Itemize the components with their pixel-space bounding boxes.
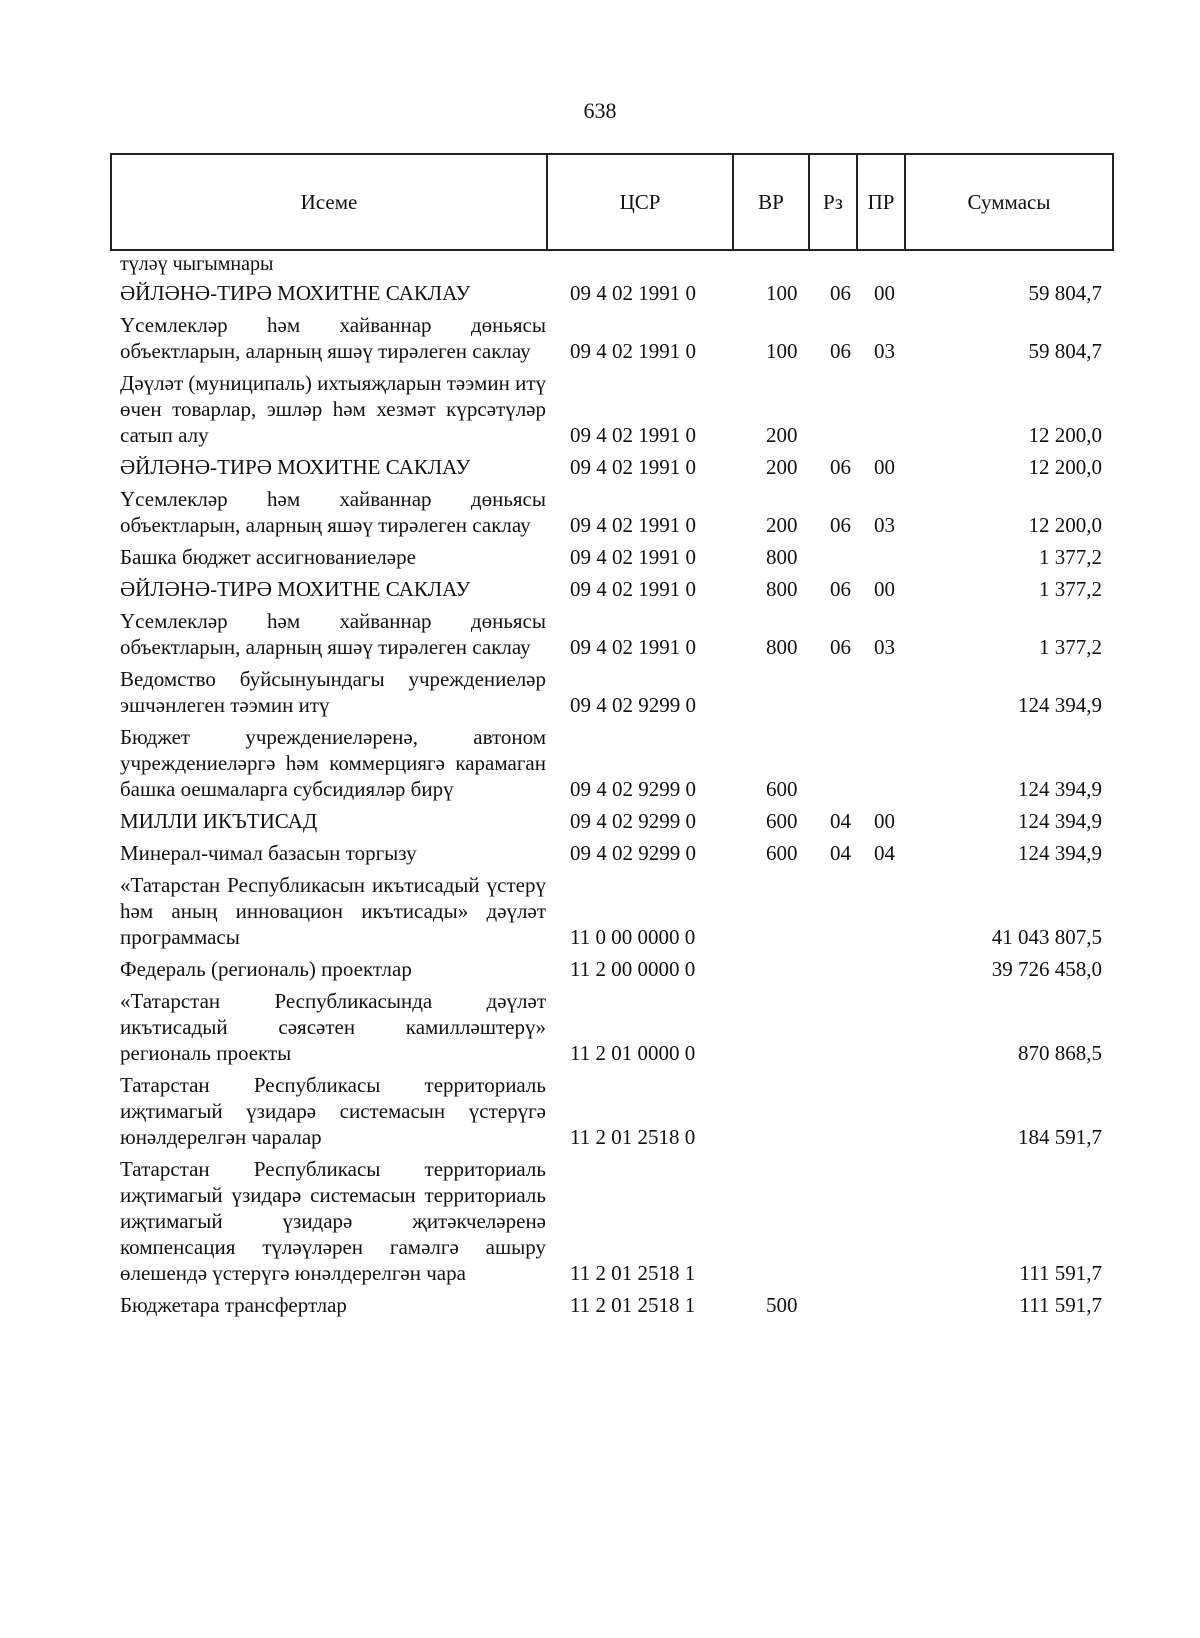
- row-csr: 09 4 02 9299 0: [570, 777, 696, 801]
- row-pr: 03: [874, 635, 895, 659]
- row-csr: 09 4 02 1991 0: [570, 577, 696, 601]
- table-row: [110, 370, 1112, 448]
- row-vr: 200: [766, 423, 798, 447]
- table-row: [110, 454, 1112, 480]
- row-vr: 500: [766, 1293, 798, 1317]
- row-sum: 12 200,0: [1028, 455, 1102, 479]
- row-vr: 200: [766, 513, 798, 537]
- row-sum: 870 868,5: [1018, 1041, 1102, 1065]
- row-name: Татарстан Республикасы территориаль иҗтимагый үзидарә системасын территориаль иҗтимагый үзидарә җитәкчеләренә компенсация түләүләрен гамәлгә ашыру өлешендә үстерүгә юнәлдерелгән чара: [120, 1157, 546, 1285]
- page-number: 638: [583, 98, 617, 123]
- row-name: Үсемлекләр һәм хайваннар дөньясы объектларын, аларның яшәү тирәлеген саклау: [120, 313, 546, 363]
- table-body: [110, 280, 1112, 1324]
- table-row: [110, 840, 1112, 866]
- row-csr: 11 2 01 0000 0: [570, 1041, 696, 1065]
- continuation-text: түләү чыгымнары: [120, 253, 274, 275]
- row-csr: 09 4 02 1991 0: [570, 339, 696, 363]
- header-csr: ЦСР: [547, 154, 733, 250]
- table-row: [110, 312, 1112, 364]
- row-sum: 39 726 458,0: [991, 957, 1102, 981]
- row-csr: 09 4 02 1991 0: [570, 455, 696, 479]
- row-name: ӘЙЛӘНӘ-ТИРӘ МОХИТНЕ САКЛАУ: [120, 281, 471, 305]
- row-name: МИЛЛИ ИКЪТИСАД: [120, 809, 318, 833]
- row-vr: 800: [766, 635, 798, 659]
- row-rz: 04: [830, 841, 851, 865]
- row-name: Дәүләт (муниципаль) ихтыяҗларын тәэмин итү өчен товарлар, эшләр һәм хезмәт күрсәтүләр сатып алу: [120, 371, 546, 447]
- row-name: Үсемлекләр һәм хайваннар дөньясы объектларын, аларның яшәү тирәлеген саклау: [120, 609, 546, 659]
- row-rz: 06: [830, 577, 851, 601]
- row-sum: 111 591,7: [1019, 1261, 1102, 1285]
- row-sum: 59 804,7: [1028, 281, 1102, 305]
- header-vr: ВР: [733, 154, 809, 250]
- row-name: Минерал-чимал базасын торгызу: [120, 841, 417, 865]
- row-vr: 600: [766, 841, 798, 865]
- table-row: [110, 956, 1112, 982]
- row-name: ӘЙЛӘНӘ-ТИРӘ МОХИТНЕ САКЛАУ: [120, 455, 471, 479]
- row-csr: 11 2 00 0000 0: [570, 957, 696, 981]
- row-pr: 03: [874, 339, 895, 363]
- row-sum: 1 377,2: [1039, 577, 1102, 601]
- table-row: [110, 544, 1112, 570]
- table-row: [110, 1156, 1112, 1286]
- row-csr: 09 4 02 1991 0: [570, 281, 696, 305]
- row-sum: 1 377,2: [1039, 545, 1102, 569]
- row-csr: 09 4 02 1991 0: [570, 635, 696, 659]
- row-vr: 600: [766, 809, 798, 833]
- row-sum: 1 377,2: [1039, 635, 1102, 659]
- row-vr: 800: [766, 577, 798, 601]
- row-rz: 06: [830, 455, 851, 479]
- row-csr: 09 4 02 1991 0: [570, 423, 696, 447]
- row-csr: 11 2 01 2518 1: [570, 1293, 696, 1317]
- row-sum: 124 394,9: [1018, 841, 1102, 865]
- row-name: ӘЙЛӘНӘ-ТИРӘ МОХИТНЕ САКЛАУ: [120, 577, 471, 601]
- row-name: Үсемлекләр һәм хайваннар дөньясы объектларын, аларның яшәү тирәлеген саклау: [120, 487, 546, 537]
- row-rz: 06: [830, 281, 851, 305]
- row-rz: 06: [830, 339, 851, 363]
- row-name: Татарстан Республикасы территориаль иҗтимагый үзидарә системасын үстерүгә юнәлдерелгән чаралар: [120, 1073, 546, 1149]
- table-row: [110, 280, 1112, 306]
- row-csr: 09 4 02 9299 0: [570, 841, 696, 865]
- row-pr: 00: [874, 809, 895, 833]
- row-sum: 12 200,0: [1028, 513, 1102, 537]
- header-sum: Суммасы: [905, 154, 1113, 250]
- row-sum: 184 591,7: [1018, 1125, 1102, 1149]
- row-csr: 09 4 02 9299 0: [570, 693, 696, 717]
- table-row: [110, 666, 1112, 718]
- row-vr: 100: [766, 281, 798, 305]
- table-row: [110, 576, 1112, 602]
- row-csr: 09 4 02 1991 0: [570, 513, 696, 537]
- row-name: Ведомство буйсынуындагы учреждениеләр эшчәнлеген тәэмин итү: [120, 667, 546, 717]
- row-sum: 124 394,9: [1018, 693, 1102, 717]
- table-row: [110, 1072, 1112, 1150]
- row-csr: 09 4 02 1991 0: [570, 545, 696, 569]
- row-rz: 06: [830, 635, 851, 659]
- table-row: [110, 988, 1112, 1066]
- row-name: Бюджетара трансфертлар: [120, 1293, 347, 1317]
- header-name: Исеме: [111, 154, 547, 250]
- row-vr: 200: [766, 455, 798, 479]
- table-header: [110, 153, 1114, 251]
- row-csr: 11 2 01 2518 0: [570, 1125, 696, 1149]
- row-sum: 111 591,7: [1019, 1293, 1102, 1317]
- row-sum: 124 394,9: [1018, 809, 1102, 833]
- row-name: Бюджет учреждениеләренә, автоном учреждениеләргә һәм коммерциягә карамаган башка оешмаларга субсидияләр бирү: [120, 725, 546, 801]
- row-pr: 03: [874, 513, 895, 537]
- row-csr: 11 0 00 0000 0: [570, 925, 696, 949]
- table-row: [110, 486, 1112, 538]
- row-sum: 12 200,0: [1028, 423, 1102, 447]
- row-vr: 800: [766, 545, 798, 569]
- table-row: [110, 608, 1112, 660]
- row-pr: 00: [874, 577, 895, 601]
- row-name: Башка бюджет ассигнованиеләре: [120, 545, 416, 569]
- row-pr: 04: [874, 841, 895, 865]
- header-pr: ПР: [857, 154, 905, 250]
- row-name: «Татарстан Республикасында дәүләт икътисадый сәясәтен камилләштерү» региональ проекты: [120, 989, 546, 1065]
- table-row: [110, 872, 1112, 950]
- row-sum: 41 043 807,5: [991, 925, 1102, 949]
- row-rz: 04: [830, 809, 851, 833]
- table-row: [110, 808, 1112, 834]
- table-row: [110, 724, 1112, 802]
- row-vr: 100: [766, 339, 798, 363]
- row-sum: 124 394,9: [1018, 777, 1102, 801]
- row-pr: 00: [874, 281, 895, 305]
- row-pr: 00: [874, 455, 895, 479]
- row-rz: 06: [830, 513, 851, 537]
- header-rz: Рз: [809, 154, 857, 250]
- row-name: «Татарстан Республикасын икътисадый үстерү һәм аның инновацион икътисады» дәүләт программасы: [120, 873, 546, 949]
- table-row: [110, 1292, 1112, 1318]
- row-csr: 09 4 02 9299 0: [570, 809, 696, 833]
- row-vr: 600: [766, 777, 798, 801]
- row-sum: 59 804,7: [1028, 339, 1102, 363]
- row-name: Федераль (региональ) проектлар: [120, 957, 412, 981]
- row-csr: 11 2 01 2518 1: [570, 1261, 696, 1285]
